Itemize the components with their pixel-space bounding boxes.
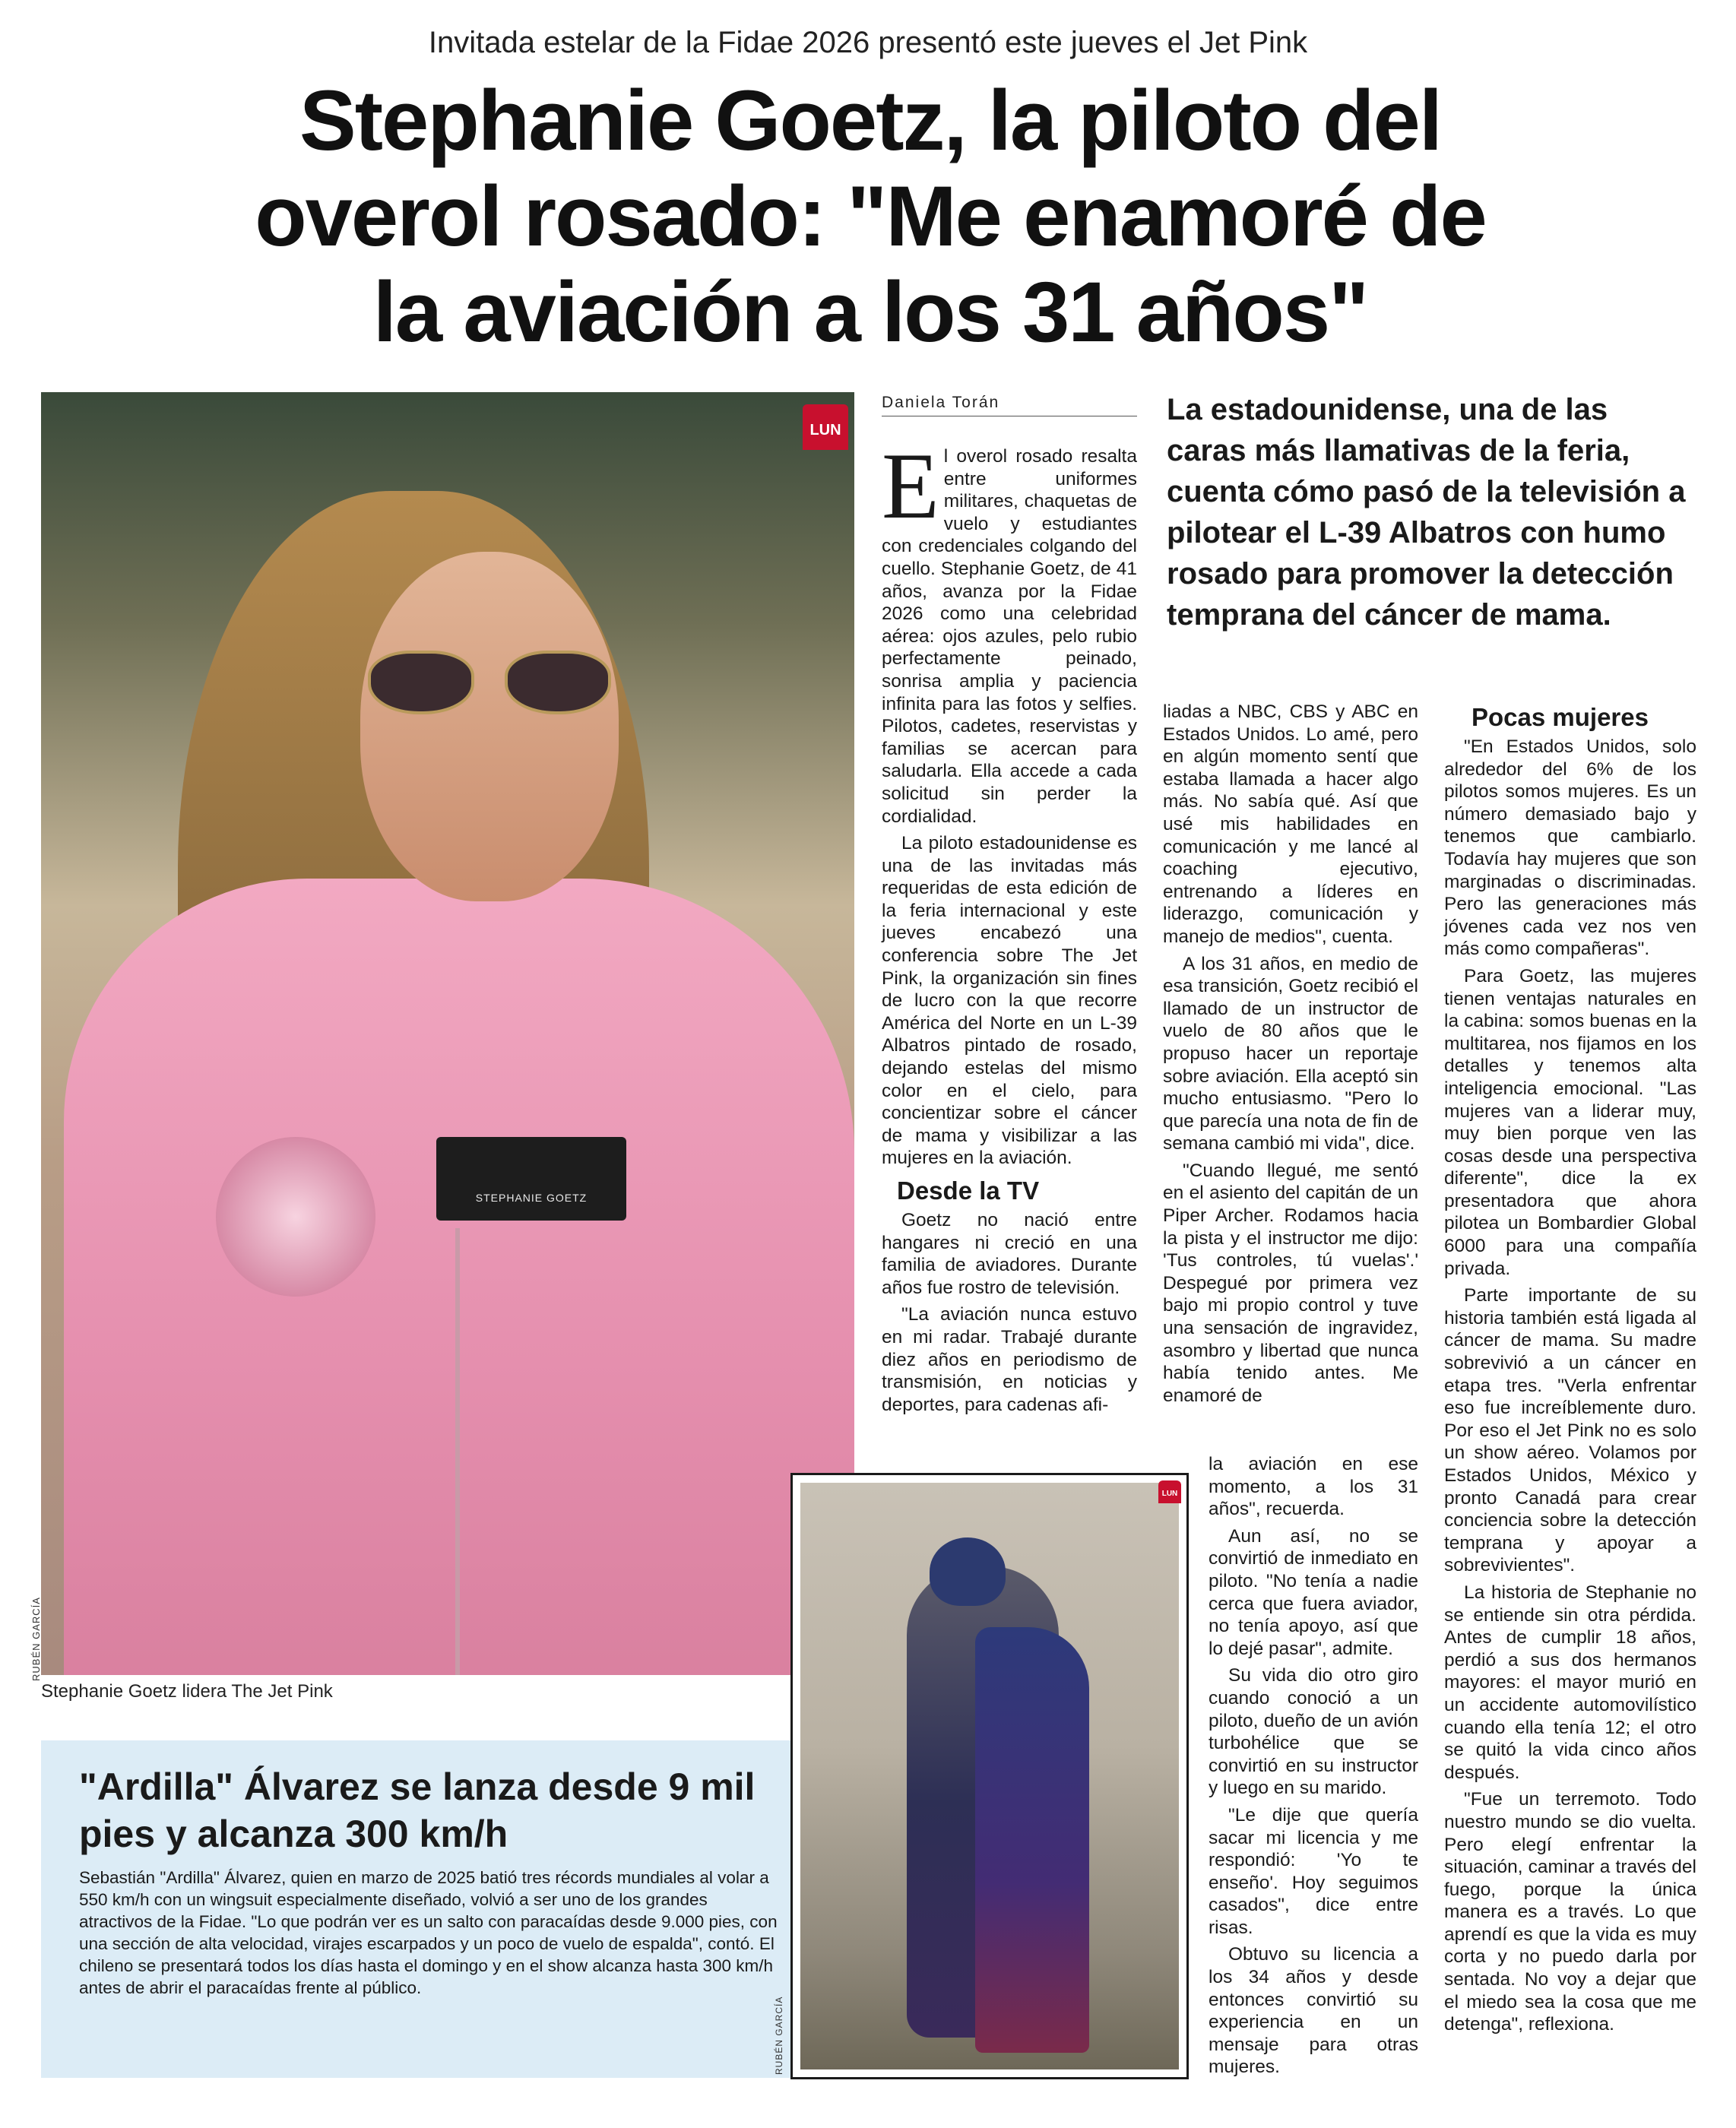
lun-logo: LUN [803,404,848,450]
subhead-pocas-mujeres: Pocas mujeres [1471,703,1649,731]
headline: Stephanie Goetz, la piloto del overol rosado: "Me enamoré de la aviación a los 31 años" [255,73,1486,359]
paragraph: A los 31 años, en medio de esa transición, Goetz recibió el llamado de un instructor de vuelo de 80 años que le propuso hacer un reportaje sobre aviación. Ella aceptó sin mucho entusiasmo. "Pero lo que parecía una nota de fin de semana cambió mi vida", dice. [1163,953,1418,1154]
wingsuit-photo [790,1473,1189,2079]
paragraph: "Fue un terremoto. Todo nuestro mundo se dio vuelta. Pero elegí enfrentar la situación, caminar a través del fuego, porque la única manera es a través. Lo que aprendí es que la vida es muy corta y no puedo darla por sentada. No voy a dejar que el miedo sea la cosa que me detenga", reflexiona. [1444,1789,1696,2035]
byline: Daniela Torán [882,394,1000,411]
column-2-bottom [1209,1453,1418,2083]
paragraph: Su vida dio otro giro cuando conoció a un piloto, dueño de un avión turbohélice que se convirtió en su instructor y luego en su marido. [1209,1665,1418,1799]
paragraph: "Le dije que quería sacar mi licencia y me respondió: 'Yo te enseño'. Hoy seguimos casados", dice entre risas. [1209,1804,1418,1938]
paragraph: Goetz no nació entre hangares ni creció en una familia de aviadores. Durante años fue rostro de televisión. [882,1210,1137,1298]
column-3 [1444,696,1696,2041]
paragraph: Obtuvo su licencia a los 34 años y desde entonces convirtió su experiencia en un mensaje para otras mujeres. [1209,1944,1418,2078]
sidebar-title: "Ardilla" Álvarez se lanza desde 9 mil pies y alcanza 300 km/h [79,1765,756,1855]
column-2-top [1163,701,1418,1411]
deck: La estadounidense, una de las caras más llamativas de la feria, cuenta cómo pasó de la televisión a pilotear el L-39 Albatros con humo rosado para promover la detección temprana del cáncer de mama. [1167,393,1686,632]
paragraph: La piloto estadounidense es una de las invitadas más requeridas de esta edición de la feria internacional y este jueves encabezó una conferencia sobre The Jet Pink, la organización sin fines de lucro con la que recorre América del Norte en un L-39 Albatros pintado de rosado, dejando estelas del mismo color en el cielo, para concientizar sobre el cáncer de mama y visibilizar a las mujeres en la aviación. [882,833,1137,1169]
subhead-desde-la-tv: Desde la TV [897,1176,1040,1205]
wingsuit-photo-credit: RUBÉN GARCÍA [774,1996,784,2075]
paragraph: Aun así, no se convirtió de inmediato en piloto. "No tenía a nadie cerca que fuera aviador, no tenía apoyo, así que lo dejé pasar", admite. [1209,1525,1418,1659]
paragraph: la aviación en ese momento, a los 31 años", recuerda. [1209,1454,1418,1520]
paragraph [882,434,1137,828]
paragraph: liadas a NBC, CBS y ABC en Estados Unidos. Lo amé, pero en algún momento sentí que estaba llamada a hacer algo más. No sabía qué. Así que usé mis habilidades en comunicación y me lancé al coaching ejecutivo, entrenando a líderes en liderazgo, comunicación y manejo de medios", cuenta. [1163,701,1418,947]
pink-strong-patch [216,1137,375,1297]
main-photo-caption: Stephanie Goetz lidera The Jet Pink [41,1681,333,1702]
column-1 [882,434,1137,1420]
paragraph: La historia de Stephanie no se entiende sin otra pérdida. Antes de cumplir 18 años, perdió a sus dos hermanos mayores: el mayor murió en un accidente automovilístico cuando ella tenía 12; el otro se quitó la vida cinco años después. [1444,1582,1696,1783]
photo-nametag: STEPHANIE GOETZ [436,1137,626,1221]
photo-wingsuit-shape [975,1627,1089,2053]
main-photo [41,392,854,1675]
photo-face-shape [360,552,619,901]
paragraph: Para Goetz, las mujeres tienen ventajas naturales en la cabina: somos buenas en la multitarea, nos fijamos en los detalles y tenemos alta inteligencia emocional. "Las mujeres van a liderar muy, muy bien porque ven las cosas desde una perspectiva diferente", dice la ex presentadora que ahora pilotea un Bombardier Global 6000 para una compañía privada. [1444,965,1696,1279]
paragraph: "Cuando llegué, me sentó en el asiento del capitán de un Piper Archer. Rodamos hacia la pista y el instructor me dijo: 'Tus controles, tú vuelas'.' Despegué por primera vez bajo mi propio control y tuve una sensación de ingravidez, asombro y libertad que nunca había tenido antes. Me enamoré de [1163,1160,1418,1406]
sidebar-box [41,1740,794,2078]
lun-logo-small: LUN [1158,1480,1181,1503]
photo-sunglasses-shape [368,651,619,719]
paragraph: "En Estados Unidos, solo alrededor del 6% de los pilotos somos mujeres. Es un número demasiado bajo y tenemos que cambiarlo. Todavía hay mujeres que son marginadas o discriminadas. Pero las generaciones más jóvenes cada vez nos ven más como compañeras". [1444,736,1696,960]
photo-helmet-shape [930,1537,1006,1606]
dropcap: E [882,434,939,538]
photo-zipper-shape [455,1228,460,1675]
sidebar-body: Sebastián "Ardilla" Álvarez, quien en marzo de 2025 batió tres récords mundiales al volar a 550 km/h con un wingsuit especialmente diseñado, volvió a ser uno de los grandes atractivos de la Fidae. "Lo que podrán ver es un salto con paracaídas desde 9.000 pies, con una sección de alta velocidad, virajes escarpados y un poco de vuelo de espalda", contó. El chileno se presentará todos los días hasta el domingo y en el show alcanza hasta 300 km/h antes de abrir el paracaídas frente al público. [79,1868,778,1997]
kicker: Invitada estelar de la Fidae 2026 presentó este jueves el Jet Pink [428,26,1308,59]
main-photo-credit: RUBÉN GARCÍA [30,1597,42,1681]
paragraph: "La aviación nunca estuvo en mi radar. Trabajé durante diez años en periodismo de transmisión, en noticias y deportes, para cadenas afi- [882,1304,1137,1415]
wingsuit-photo-image [800,1483,1179,2069]
paragraph: Parte importante de su historia también está ligada al cáncer de mama. Su madre sobrevivió a un cáncer en etapa tres. "Verla enfrentar eso fue increíblemente duro. Por eso el Jet Pink no es solo un show aéreo. Volamos por Estados Unidos, México y pronto Canadá para crear conciencia sobre la detección temprana y apoyar a sobrevivientes". [1444,1285,1696,1576]
paragraph-text: l overol rosado resalta entre uniformes militares, chaquetas de vuelo y estudiantes con credenciales colgando del cuello. Stephanie Goetz, de 41 años, avanza por la Fidae 2026 como una celebridad aérea: ojos azules, pelo rubio perfectamente peinado, sonrisa amplia y paciencia infinita para las fotos y selfies. Pilotos, cadetes, reservistas y familias se acercan para saludarla. Ella accede a cada solicitud sin perder la cordialidad. [882,446,1137,827]
